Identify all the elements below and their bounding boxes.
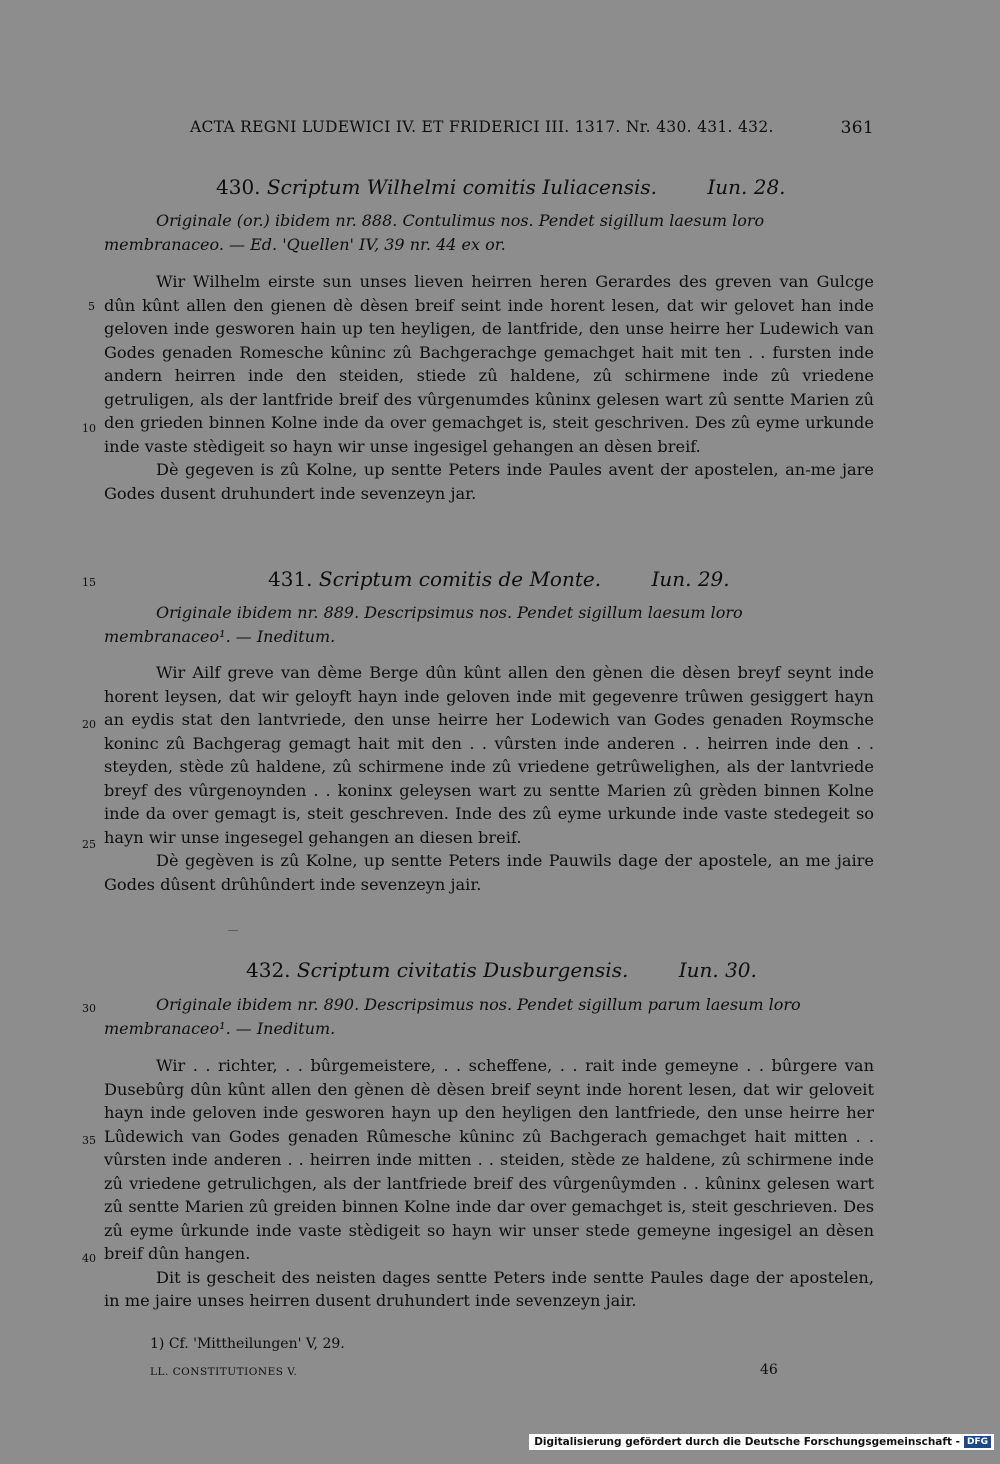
section-date: Iun. 29. [651, 567, 730, 591]
margin-line-number: 10 [82, 422, 96, 435]
section-431-text [104, 661, 874, 896]
section-432-text [104, 1054, 874, 1313]
section-430-source-note: Originale (or.) ibidem nr. 888. Contulimus nos. Pendet sigillum laesum loro membranaceo. — Ed. 'Quellen' IV, 39 nr. 44 ex or. [104, 211, 765, 254]
document-paragraph: Dè gegeven is zû Kolne, up sentte Peters inde Paules avent der apostelen, an-me jare Godes dusent druhundert inde sevenzeyn jar. [104, 460, 874, 503]
document-paragraph: Dè gegèven is zû Kolne, up sentte Peters inde Pauwils dage der apostele, an me jaire Godes dûsent drûhûndert inde sevenzeyn jair. [104, 851, 874, 894]
dfg-logo-icon: DFG [964, 1436, 991, 1448]
section-431-heading [268, 567, 730, 591]
document-paragraph: Wir Wilhelm eirste sun unses lieven heirren heren Gerardes des greven van Gulcge dûn kûnt allen den gienen dè dèsen breif seint inde horent lesen, dat wir gelovet han inde geloven inde gesworen hain up ten heyligen, de lantfride, den unse heirre her Ludewich van Godes genaden Romesche kûninc zû Bachgerachge gemachget hait mit ten . . fursten inde andern heirren inde den steiden, stiede zû haldene, zû schirmene inde zû vriedene getruligen, als der lantfride breif des vûrgenumdes kûninx gelesen wart zû sentte Marien zû den grieden binnen Kolne inde da over gemachget is, steit geschriven. Des zû eyme urkunde inde vaste stèdigeit so hayn wir unse ingesigel gehangen an dèsen breif. [104, 272, 874, 456]
section-431-source-note: Originale ibidem nr. 889. Descripsimus nos. Pendet sigillum laesum loro membranaceo¹. — Ineditum. [104, 603, 743, 646]
section-number: 432. [246, 958, 291, 982]
section-430-heading [216, 175, 786, 199]
document-paragraph: Wir Ailf greve van dème Berge dûn kûnt allen den gènen die dèsen breyf seynt inde horent leysen, dat wir geloyft hayn inde geloven inde mit gegevenre trûwen gesiggert hayn an eydis stat den lantvriede, den unse heirre her Lodewich van Godes genaden Roymsche koninc zû Bachgerag gemagt hait mit den . . vûrsten inde anderen . . heirren inde den . . steyden, stède zû haldene, zû schirmene inde zû vriedene getrûwelighen, als der lantvriede breyf des vûrgenoynden . . koninx geleysen wart zu sentte Marien zû grèden binnen Kolne inde da over gemagt is, steit geschreven. Inde des zû eyme urkunde inde vaste stedegeit so hayn wir unse ingesegel gehangen an diesen breif. [104, 663, 874, 847]
section-title: Scriptum Wilhelmi comitis Iuliacensis. [266, 175, 657, 199]
banner-text: Digitalisierung gefördert durch die Deutsche Forschungsgemeinschaft - [534, 1436, 960, 1448]
footnote: 1) Cf. 'Mittheilungen' V, 29. [150, 1336, 345, 1352]
section-title: Scriptum comitis de Monte. [318, 567, 602, 591]
margin-line-number: 30 [82, 1002, 96, 1015]
margin-line-number: 35 [82, 1134, 96, 1147]
document-paragraph: Dit is gescheit des neisten dages sentte Peters inde sentte Paules dage der apostelen, in me jaire unses heirren dusent druhundert inde sevenzeyn jair. [104, 1267, 874, 1310]
document-paragraph: Wir . . richter, . . bûrgemeistere, . . scheffene, . . rait inde gemeyne . . bûrgere van Dusebûrg dûn kûnt allen den gènen dè dèsen breif seynt inde horent lesen, dat wir geloveit hayn inde geloven inde gesworen hayn up den heyligen den lantfriede, den unse heirre her Lûdewich van Godes genaden Rûmesche kûninc zû Bachgerach gemachget hait mitten . . vûrsten inde anderen . . heirren inde mitten . . steiden, stède ze haldene, zû schirmene inde zû vriedene getrulichgen, als der lantfriede breif des vûrgenûymden . . kûninx gelesen wart zû sentte Marien zû greiden binnen Kolne inde dar over gemachget is, steit geschrieven. Des zû eyme ûrkunde inde vaste stèdigeit so hayn wir unser stede gemeyne ingesigel an dèsen breif dûn hangen. [104, 1056, 874, 1263]
running-title: ACTA REGNI LUDEWICI IV. ET FRIDERICI III. 1317. Nr. 430. 431. 432. [190, 118, 774, 136]
section-432-heading [246, 958, 757, 982]
margin-line-number: 5 [88, 300, 95, 313]
margin-line-number: 25 [82, 838, 96, 851]
section-divider [228, 930, 238, 931]
section-title: Scriptum civitatis Dusburgensis. [296, 958, 629, 982]
margin-line-number: 40 [82, 1252, 96, 1265]
section-date: Iun. 28. [707, 175, 786, 199]
dfg-funding-banner [529, 1434, 994, 1450]
section-number: 431. [268, 567, 313, 591]
margin-line-number: 15 [82, 576, 96, 589]
section-number: 430. [216, 175, 261, 199]
collection-footer: LL. CONSTITUTIONES V. [150, 1366, 298, 1378]
running-header [190, 118, 880, 136]
section-date: Iun. 30. [678, 958, 757, 982]
section-430-text [104, 270, 874, 505]
sheet-signature: 46 [760, 1362, 778, 1378]
section-432-source-note: Originale ibidem nr. 890. Descripsimus nos. Pendet sigillum parum laesum loro membranaceo¹. — Ineditum. [104, 995, 801, 1038]
margin-line-number: 20 [82, 718, 96, 731]
page-number: 361 [840, 118, 874, 138]
